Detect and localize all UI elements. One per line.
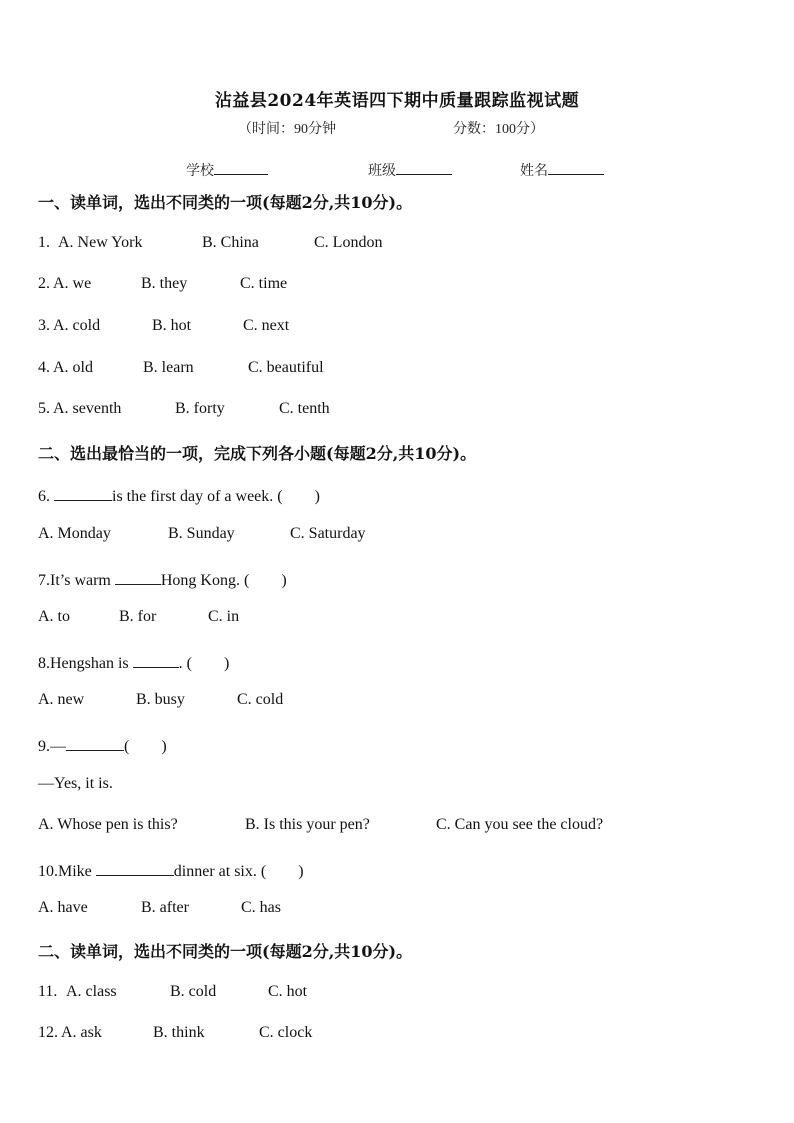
question-stem-end: . ( ) bbox=[178, 655, 230, 672]
answer-blank[interactable] bbox=[115, 570, 161, 585]
question-11 bbox=[38, 983, 57, 1001]
name-blank[interactable] bbox=[548, 162, 604, 175]
question-number: 5. bbox=[38, 400, 50, 417]
question-stem-end: Hong Kong. ( ) bbox=[160, 572, 287, 589]
class-field bbox=[368, 160, 452, 180]
q7-option-c[interactable]: C. in bbox=[208, 608, 240, 625]
q11-option-a[interactable]: A. class bbox=[66, 983, 117, 1000]
page-title: 沾益县2024年英语四下期中质量跟踪监视试题 bbox=[214, 91, 580, 111]
question-number: 12. bbox=[38, 1024, 58, 1041]
question-stem-start: 8.Hengshan is bbox=[38, 655, 129, 672]
q1-option-b[interactable]: B. China bbox=[202, 234, 259, 251]
q6-option-c[interactable]: C. Saturday bbox=[290, 525, 366, 542]
answer-blank[interactable] bbox=[96, 861, 174, 876]
section-heading-2: 二、选出最恰当的一项，完成下列各小题(每题2分,共10分)。 bbox=[38, 444, 477, 463]
answer-blank[interactable] bbox=[54, 486, 112, 501]
q3-option-c[interactable]: C. next bbox=[243, 317, 290, 334]
q5-option-a[interactable]: A. seventh bbox=[53, 400, 122, 417]
q11-option-b[interactable]: B. cold bbox=[170, 983, 217, 1000]
question-6 bbox=[38, 483, 320, 506]
score-label: 分数：100分） bbox=[453, 122, 544, 137]
question-12 bbox=[38, 1024, 58, 1042]
question-1 bbox=[38, 234, 50, 252]
q5-option-c[interactable]: C. tenth bbox=[279, 400, 330, 417]
q2-option-a[interactable]: A. we bbox=[53, 275, 92, 292]
q12-option-a[interactable]: A. ask bbox=[61, 1024, 102, 1041]
question-number: 3. bbox=[38, 317, 50, 334]
question-4 bbox=[38, 359, 50, 377]
q9-reply: —Yes, it is. bbox=[38, 775, 113, 792]
question-stem: is the first day of a week. ( ) bbox=[112, 488, 320, 505]
question-stem-end: dinner at six. ( ) bbox=[173, 863, 304, 880]
school-blank[interactable] bbox=[214, 162, 268, 175]
q2-option-c[interactable]: C. time bbox=[240, 275, 288, 292]
q12-option-b[interactable]: B. think bbox=[153, 1024, 205, 1041]
q9-option-b[interactable]: B. Is this your pen? bbox=[245, 816, 370, 833]
question-number: 6. bbox=[38, 488, 50, 505]
question-8 bbox=[38, 650, 229, 673]
question-9 bbox=[38, 733, 167, 756]
question-stem-end: ( ) bbox=[124, 738, 167, 755]
question-7 bbox=[38, 567, 287, 590]
q3-option-b[interactable]: B. hot bbox=[152, 317, 192, 334]
section-heading-1: 一、读单词，选出不同类的一项(每题2分,共10分)。 bbox=[38, 193, 413, 212]
question-2 bbox=[38, 275, 50, 293]
q2-option-b[interactable]: B. they bbox=[141, 275, 188, 292]
q7-option-b[interactable]: B. for bbox=[119, 608, 157, 625]
section-heading-3: 二、读单词，选出不同类的一项(每题2分,共10分)。 bbox=[38, 942, 413, 961]
question-number: 11. bbox=[38, 983, 58, 1000]
q4-option-b[interactable]: B. learn bbox=[143, 359, 194, 376]
q8-option-c[interactable]: C. cold bbox=[237, 691, 284, 708]
q5-option-b[interactable]: B. forty bbox=[175, 400, 225, 417]
q1-option-a[interactable]: A. New York bbox=[58, 234, 143, 251]
name-field bbox=[520, 160, 604, 180]
q3-option-a[interactable]: A. cold bbox=[53, 317, 101, 334]
question-5 bbox=[38, 400, 50, 418]
q12-option-c[interactable]: C. clock bbox=[259, 1024, 313, 1041]
q4-option-a[interactable]: A. old bbox=[53, 359, 93, 376]
time-label: （时间：90分钟 bbox=[238, 122, 336, 137]
question-3 bbox=[38, 317, 50, 335]
q6-option-b[interactable]: B. Sunday bbox=[168, 525, 235, 542]
q10-option-b[interactable]: B. after bbox=[141, 899, 189, 916]
q7-option-a[interactable]: A. to bbox=[38, 608, 70, 625]
class-blank[interactable] bbox=[396, 162, 452, 175]
question-number: 4. bbox=[38, 359, 50, 376]
school-label: 学校 bbox=[186, 164, 214, 179]
question-stem-start: 9.— bbox=[38, 738, 66, 755]
q10-option-a[interactable]: A. have bbox=[38, 899, 88, 916]
question-number: 2. bbox=[38, 275, 50, 292]
question-stem-start: 10.Mike bbox=[38, 863, 92, 880]
q8-option-b[interactable]: B. busy bbox=[136, 691, 185, 708]
q10-option-c[interactable]: C. has bbox=[241, 899, 281, 916]
q9-option-c[interactable]: C. Can you see the cloud? bbox=[436, 816, 604, 833]
question-10 bbox=[38, 858, 304, 881]
q8-option-a[interactable]: A. new bbox=[38, 691, 85, 708]
q6-option-a[interactable]: A. Monday bbox=[38, 525, 111, 542]
q9-option-a[interactable]: A. Whose pen is this? bbox=[38, 816, 178, 833]
answer-blank[interactable] bbox=[133, 653, 179, 668]
school-field bbox=[186, 160, 268, 180]
q4-option-c[interactable]: C. beautiful bbox=[248, 359, 324, 376]
q1-option-c[interactable]: C. London bbox=[314, 234, 383, 251]
answer-blank[interactable] bbox=[66, 736, 124, 751]
question-stem-start: 7.It’s warm bbox=[38, 572, 111, 589]
class-label: 班级 bbox=[368, 164, 396, 179]
question-number: 1. bbox=[38, 234, 50, 251]
name-label: 姓名 bbox=[520, 164, 548, 179]
q11-option-c[interactable]: C. hot bbox=[268, 983, 308, 1000]
